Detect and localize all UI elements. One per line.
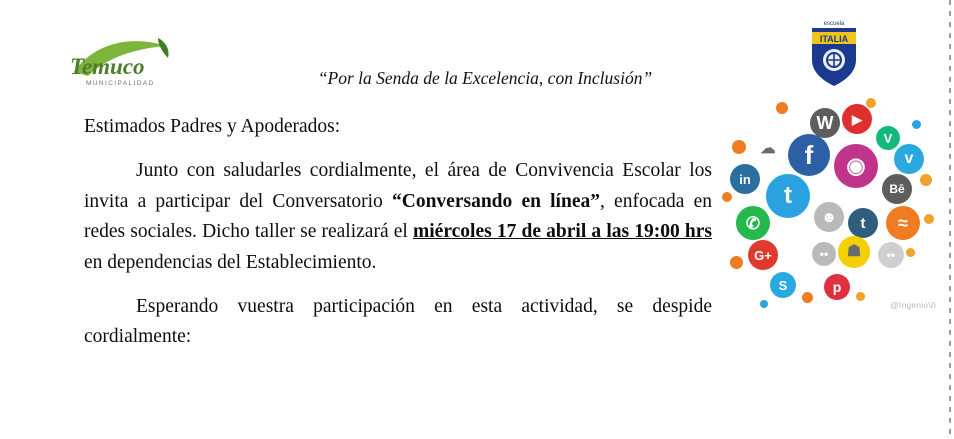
temuco-municipality-logo xyxy=(62,32,182,94)
twitter-icon: t xyxy=(766,174,810,218)
reddit-icon: ☻ xyxy=(814,202,844,232)
vimeo-icon: v xyxy=(894,144,924,174)
cloud-accent-dot xyxy=(776,102,788,114)
cloud-accent-dot xyxy=(920,174,932,186)
cloud-accent-dot xyxy=(906,248,915,257)
paragraph-1-part-1: Junto con saludarles cordialmente, el área de Convivencia Escolar los invita a participar del Conversatorio xyxy=(84,160,712,212)
flickr-dots-icon: •• xyxy=(878,242,904,268)
cloud-accent-dot xyxy=(760,300,768,308)
escuela-italia-crest xyxy=(806,16,862,90)
svg-text:escuela: escuela xyxy=(823,21,845,27)
behance-icon: Bē xyxy=(882,174,912,204)
social-media-cloud-image xyxy=(716,96,942,312)
document-motto: “Por la Senda de la Excelencia, con Inclusión” xyxy=(317,68,653,88)
wordpress-icon: W xyxy=(810,108,840,138)
cloud-accent-dot xyxy=(866,98,876,108)
youtube-icon: ▶ xyxy=(842,104,872,134)
skype-icon: S xyxy=(770,272,796,298)
cloud-accent-dot xyxy=(924,214,934,224)
cloud-accent-dot xyxy=(722,192,732,202)
vine-icon: V xyxy=(876,126,900,150)
svg-text:MUNICIPALIDAD: MUNICIPALIDAD xyxy=(86,80,155,87)
event-date-underlined: miércoles 17 de abril a las 19:00 hrs xyxy=(413,221,712,243)
tumblr-icon: t xyxy=(848,208,878,238)
instagram-icon: ◉ xyxy=(834,144,878,188)
conversatorio-title: “Conversando en línea” xyxy=(392,190,600,212)
flickr-icon: •• xyxy=(812,242,836,266)
page-edge-artifact xyxy=(949,0,951,439)
paragraph-1-part-2: , enfocada en redes sociales. Dicho taller se realizará el xyxy=(84,190,712,243)
cloud-accent-dot xyxy=(856,292,865,301)
letter-paragraph-1 xyxy=(84,156,712,278)
cloud-accent-dot xyxy=(802,292,813,303)
letter-body xyxy=(84,112,712,359)
googleplus-icon: G+ xyxy=(748,240,778,270)
rss-icon: ≈ xyxy=(886,206,920,240)
letter-paragraph-2: Esperando vuestra participación en esta actividad, se despide cordialmente: xyxy=(84,296,712,348)
cloud-accent-dot xyxy=(912,120,921,129)
svg-text:ITALIA: ITALIA xyxy=(819,34,849,44)
cloud-icon: ☁ xyxy=(754,134,782,162)
paragraph-1-part-3: en dependencias del Establecimiento. xyxy=(84,251,377,273)
facebook-icon: f xyxy=(788,134,830,176)
pinterest-icon: p xyxy=(824,274,850,300)
cloud-accent-dot xyxy=(732,140,746,154)
cloud-credit-watermark: @IngenioVi xyxy=(890,300,936,310)
snapchat-icon: ☗ xyxy=(838,236,870,268)
letter-greeting: Estimados Padres y Apoderados: xyxy=(84,116,341,137)
linkedin-icon: in xyxy=(730,164,760,194)
svg-text:Temuco: Temuco xyxy=(70,54,145,79)
cloud-accent-dot xyxy=(730,256,743,269)
whatsapp-icon: ✆ xyxy=(736,206,770,240)
